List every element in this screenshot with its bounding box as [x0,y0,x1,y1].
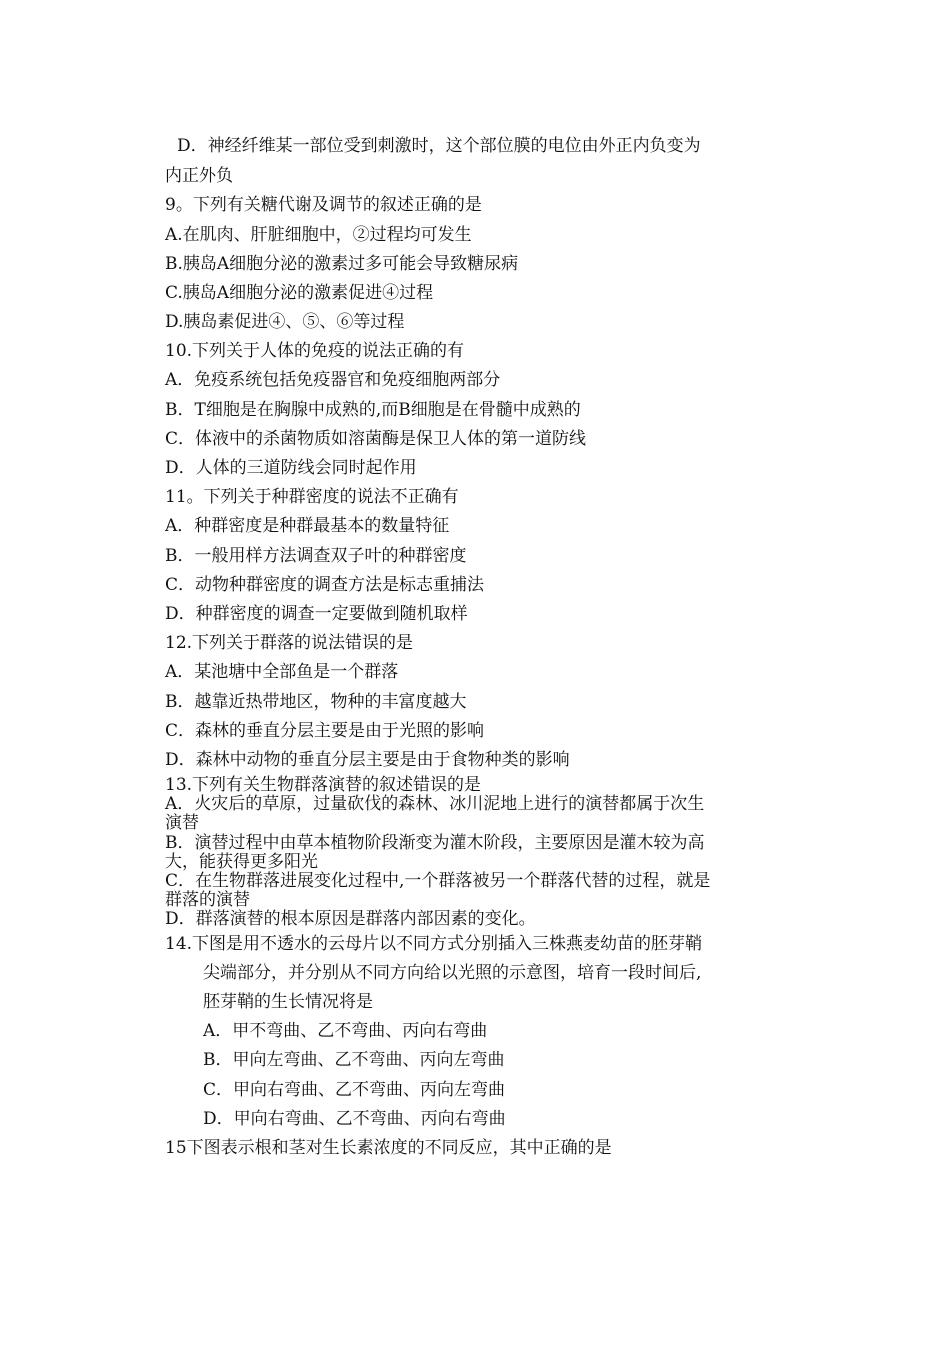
q9-option-b: B.胰岛A细胞分泌的激素过多可能会导致糖尿病 [165,254,519,274]
q14-option-d: D．甲向右弯曲、乙不弯曲、丙向右弯曲 [203,1109,506,1129]
q10-option-b: B．T细胞是在胸腺中成熟的,而B细胞是在骨髓中成熟的 [165,400,581,420]
q14-option-c: C．甲向右弯曲、乙不弯曲、丙向左弯曲 [203,1080,506,1100]
q14-stem-line3: 胚芽鞘的生长情况将是 [203,992,373,1012]
q9-option-c: C.胰岛A细胞分泌的激素促进④过程 [165,283,434,303]
q13-option-c-line1: C．在生物群落进展变化过程中,一个群落被另一个群落代替的过程，就是 [165,871,711,891]
q10-option-a: A．免疫系统包括免疫器官和免疫细胞两部分 [165,370,501,390]
q13-option-c-line2: 群落的演替 [165,890,250,910]
q11-option-a: A．种群密度是种群最基本的数量特征 [165,516,450,536]
q14-option-a: A．甲不弯曲、乙不弯曲、丙向右弯曲 [203,1021,488,1041]
q8-option-d-line2: 内正外负 [165,166,233,186]
q11-option-b: B．一般用样方法调查双子叶的种群密度 [165,546,467,566]
q12-option-b: B．越靠近热带地区，物种的丰富度越大 [165,692,467,712]
q13-stem: 13.下列有关生物群落演替的叙述错误的是 [165,775,482,795]
q12-option-c: C．森林的垂直分层主要是由于光照的影响 [165,721,485,741]
q8-option-d-line1: D．神经纤维某一部位受到刺激时，这个部位膜的电位由外正内负变为 [177,136,701,156]
q14-stem-line2: 尖端部分，并分别从不同方向给以光照的示意图，培育一段时间后, [203,963,702,983]
q10-stem: 10.下列关于人体的免疫的说法正确的有 [165,341,465,361]
q15-stem: 15下图表示根和茎对生长素浓度的不同反应，其中正确的是 [165,1138,612,1158]
q13-option-a-line2: 演替 [165,813,199,833]
q9-option-d: D.胰岛素促进④、⑤、⑥等过程 [165,312,405,332]
q13-option-a-line1: A．火灾后的草原，过量砍伐的森林、冰川泥地上进行的演替都属于次生 [165,794,705,814]
q10-option-d: D．人体的三道防线会同时起作用 [165,458,417,478]
q11-option-c: C．动物种群密度的调查方法是标志重捕法 [165,575,485,595]
q11-stem: 11。下列关于种群密度的说法不正确有 [165,487,459,507]
q12-option-d: D．森林中动物的垂直分层主要是由于食物种类的影响 [165,750,570,770]
q12-stem: 12.下列关于群落的说法错误的是 [165,633,414,653]
q14-stem-line1: 14.下图是用不透水的云母片以不同方式分别插入三株燕麦幼苗的胚芽鞘 [165,934,703,954]
q13-option-d: D．群落演替的根本原因是群落内部因素的变化。 [165,909,536,929]
q13-option-b-line1: B．演替过程中由草本植物阶段渐变为灌木阶段，主要原因是灌木较为高 [165,833,705,853]
q11-option-d: D．种群密度的调查一定要做到随机取样 [165,604,468,624]
q9-option-a: A.在肌肉、肝脏细胞中，②过程均可发生 [165,225,472,245]
q13-option-b-line2: 大，能获得更多阳光 [165,852,318,872]
q14-option-b: B．甲向左弯曲、乙不弯曲、丙向左弯曲 [203,1050,505,1070]
q10-option-c: C．体液中的杀菌物质如溶菌酶是保卫人体的第一道防线 [165,429,587,449]
q12-option-a: A．某池塘中全部鱼是一个群落 [165,662,399,682]
q9-stem: 9。下列有关糖代谢及调节的叙述正确的是 [165,195,482,215]
